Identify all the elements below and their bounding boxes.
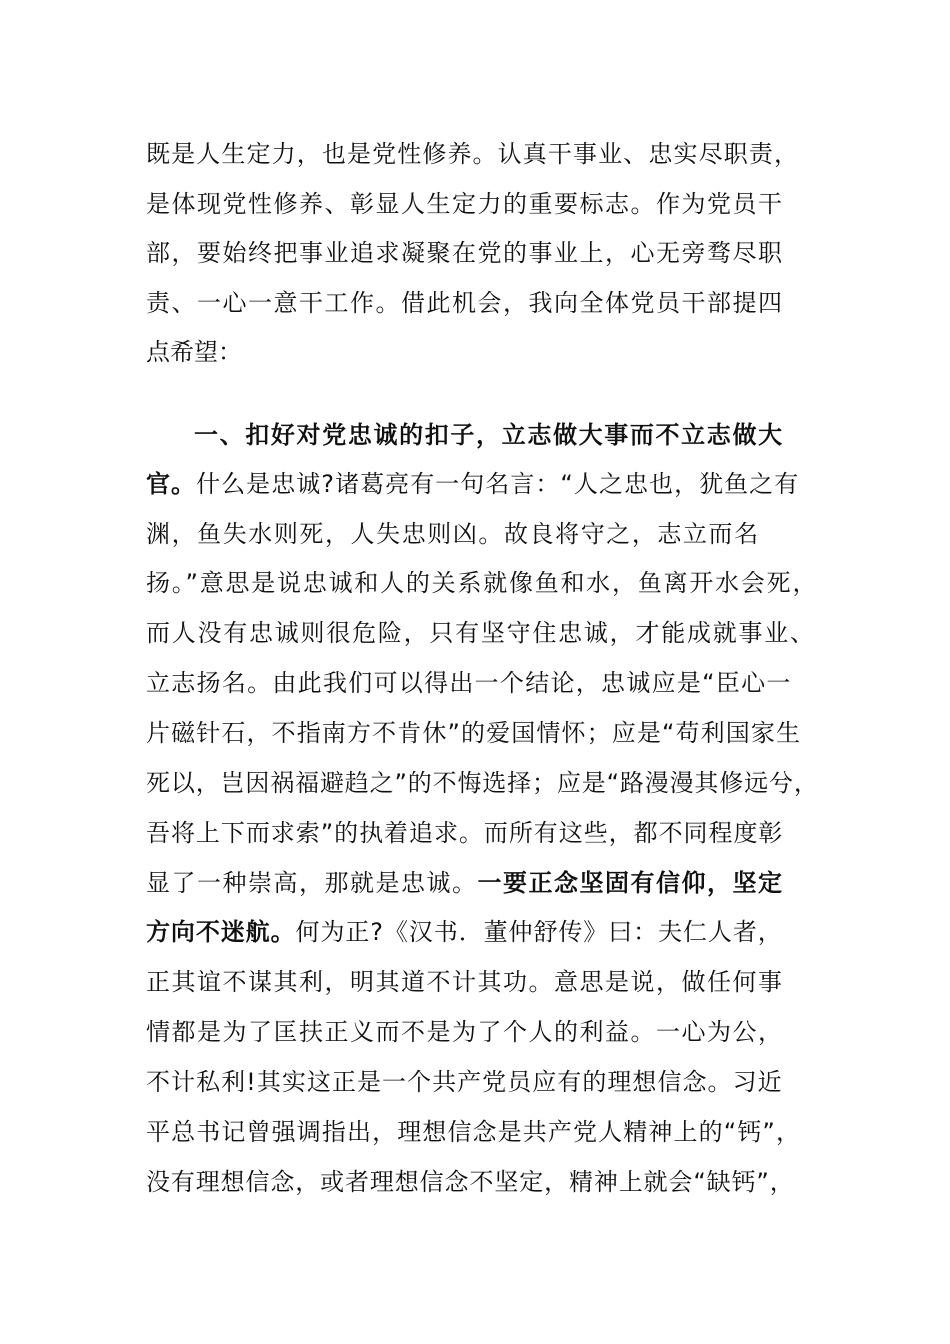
text-line (146, 1115, 801, 1149)
body-text: 点希望： (146, 338, 242, 366)
text-line (146, 666, 792, 700)
body-text: 没有理想信念，或者理想信念不坚定，精神上就会“缺钙”， (146, 1168, 795, 1196)
body-text: 不计私利!其实这正是一个共产党员应有的理想信念。习近 (146, 1068, 783, 1096)
body-text: 是体现党性修养、彰显人生定力的重要标志。作为党员干 (146, 190, 784, 218)
text-line (146, 766, 819, 800)
bold-text: 一、扣好对党忠诚的扣子，立志做大事而不立志做大 (194, 421, 784, 449)
body-text: 既是人生定力，也是党性修养。认真干事业、忠实尽职责， (146, 140, 800, 168)
text-line (146, 1165, 795, 1199)
text-line (146, 616, 816, 650)
text-line (146, 965, 784, 999)
text-line (146, 816, 783, 850)
text-line (146, 187, 784, 221)
body-text: 渊，鱼失水则死，人失忠则凶。故良将守之，志立而名 (146, 520, 760, 548)
text-line (146, 1015, 784, 1049)
body-text: 平总书记曾强调指出，理想信念是共产党人精神上的“钙”， (146, 1118, 802, 1146)
body-text: 什么是忠诚?诸葛亮有一句名言：“人之忠也，犹鱼之有 (196, 470, 800, 498)
text-line (146, 137, 799, 171)
text-line (146, 1065, 783, 1099)
body-text: 吾将上下而求索”的执着追求。而所有这些，都不同程度彰 (146, 819, 784, 847)
body-text: 显了一种崇高，那就是忠诚。 (146, 869, 478, 897)
body-text: 片磁针石，不指南方不肯休”的爱国情怀；应是“苟利国家生 (146, 719, 802, 747)
text-line (146, 517, 760, 551)
body-text: 正其谊不谋其利，明其道不计其功。意思是说，做任何事 (146, 968, 784, 996)
body-text: 部，要始终把事业追求凝聚在党的事业上，心无旁骛尽职 (146, 239, 784, 267)
text-line (146, 335, 242, 369)
body-text: 死以，岂因祸福避趋之”的不悔选择；应是“路漫漫其修远兮， (146, 769, 819, 797)
bold-text: 一要正念坚固有信仰，坚定 (477, 869, 784, 897)
text-line (146, 566, 818, 600)
body-text: 而人没有忠诚则很危险，只有坚守住忠诚，才能成就事业、 (146, 619, 816, 647)
text-line (146, 716, 801, 750)
text-line (146, 915, 783, 949)
body-text: 扬。”意思是说忠诚和人的关系就像鱼和水，鱼离开水会死， (146, 569, 819, 597)
body-text: 立志扬名。由此我们可以得出一个结论，忠诚应是“臣心一 (146, 669, 792, 697)
body-text: 情都是为了匡扶正义而不是为了个人的利益。一心为公， (146, 1018, 784, 1046)
text-line (146, 236, 784, 270)
text-line (146, 467, 799, 501)
body-text: 何为正?《汉书．董仲舒传》曰：夫仁人者， (295, 918, 783, 946)
text-line (146, 286, 784, 320)
text-line (194, 418, 784, 452)
bold-text: 方向不迷航。 (146, 918, 296, 946)
body-text: 责、一心一意干工作。借此机会，我向全体党员干部提四 (146, 289, 784, 317)
bold-text: 官。 (146, 470, 197, 498)
text-line (146, 866, 784, 900)
